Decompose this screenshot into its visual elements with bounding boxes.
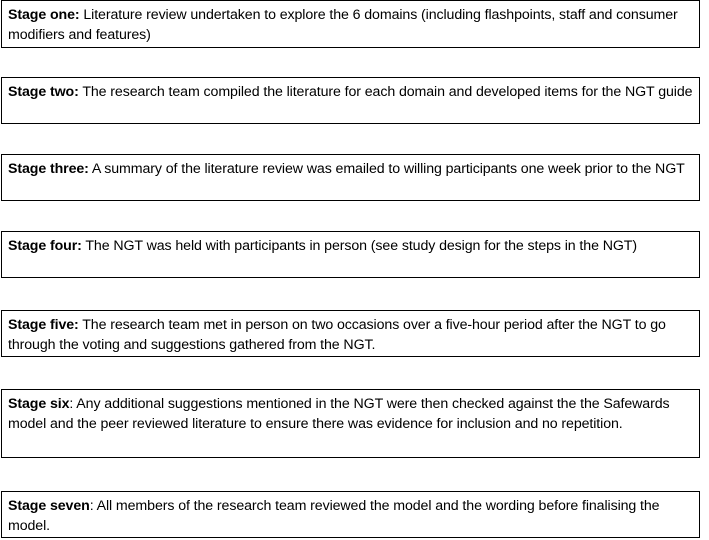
stage-five-text: The research team met in person on two occasions over a five-hour period after the NGT to go through the voting and suggestions gathered from the NGT. (8, 317, 666, 353)
stage-four-label: Stage four: (8, 238, 82, 254)
stage-one-text: Literature review undertaken to explore the 6 domains (including flashpoints, staff and consumer modifiers and features) (8, 7, 678, 43)
stage-six-label: Stage six (8, 396, 70, 412)
stage-four-text: The NGT was held with participants in person (see study design for the steps in the NGT) (81, 238, 637, 254)
stage-three-label: Stage three: (8, 161, 89, 177)
stage-two-text: The research team compiled the literature for each domain and developed items for the NGT guide (78, 84, 693, 100)
stage-one-label: Stage one: (8, 7, 80, 23)
stage-seven-box (1, 491, 700, 538)
stage-three-box (1, 154, 700, 201)
stage-five-label: Stage five: (8, 317, 79, 333)
stage-three-text: A summary of the literature review was emailed to willing participants one week prior to the NGT (88, 161, 685, 177)
stage-six-box (1, 389, 700, 458)
stage-four-box (1, 231, 700, 278)
stage-two-box (1, 77, 700, 124)
stage-seven-text: : All members of the research team reviewed the model and the wording before finalising the model. (8, 498, 660, 534)
stage-six-text: : Any additional suggestions mentioned in the NGT were then checked against the the Safewards model and the peer reviewed literature to ensure there was evidence for inclusion and no repetition. (8, 396, 670, 432)
stage-five-box (1, 310, 700, 357)
stage-one-box (1, 0, 700, 48)
stage-two-label: Stage two: (8, 84, 79, 100)
stage-seven-label: Stage seven (8, 498, 90, 514)
